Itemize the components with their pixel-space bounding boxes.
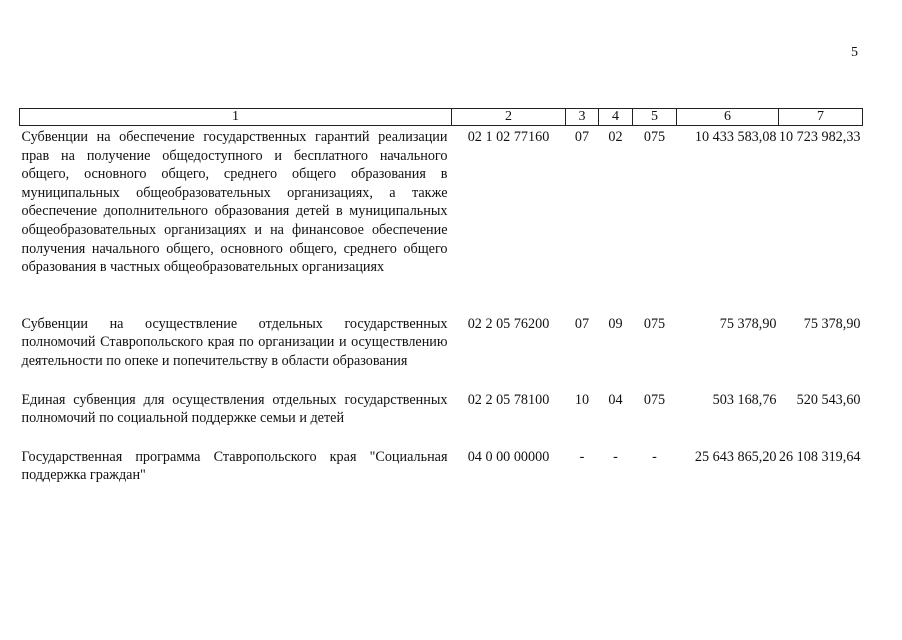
row-amount-2: 520 543,60	[796, 391, 861, 408]
row-section: 07	[574, 315, 590, 332]
row-code: 02 2 05 78100	[467, 391, 550, 408]
row-name: Субвенции на обеспечение государственных гарантий реализации прав на получение общедоступного и бесплатного начального общего, основного общего, среднего общего образования в муниципальных общеобразовательных организациях, а также обеспечение дополнительного образования детей в муниципальных общеобразовательных организациях и на финансовое обеспечение получения начального общего, основного общего, среднего общего образования в частных общеобразовательных организациях	[21, 129, 448, 276]
column-header-2: 2	[452, 109, 566, 126]
row-amount-1: 503 168,76	[712, 391, 777, 408]
row-section: 07	[574, 129, 590, 145]
row-subsection: 02	[608, 129, 623, 145]
row-expense-type: 075	[643, 315, 666, 332]
table-row	[20, 448, 863, 485]
column-header-6: 6	[677, 109, 779, 126]
table-row	[20, 126, 863, 315]
row-amount-1: 10 433 583,08	[694, 129, 777, 145]
row-name: Субвенции на осуществление отдельных государственных полномочий Ставропольского края по организации и осуществлению деятельности по опеке и попечительству в области образования	[21, 315, 448, 369]
row-amount-1: 75 378,90	[719, 315, 777, 332]
column-header-4: 4	[599, 109, 633, 126]
column-header-3: 3	[566, 109, 599, 126]
row-amount-2: 75 378,90	[803, 315, 861, 332]
row-section: -	[579, 448, 585, 465]
budget-table	[19, 108, 863, 485]
row-expense-type: -	[652, 448, 657, 465]
row-expense-type: 075	[643, 129, 666, 145]
table-row	[20, 315, 863, 391]
column-header-5: 5	[633, 109, 677, 126]
row-expense-type: 075	[643, 391, 666, 408]
table-row	[20, 391, 863, 448]
row-name: Единая субвенция для осуществления отдельных государственных полномочий по социальной поддержке семьи и детей	[21, 391, 448, 427]
row-name: Государственная программа Ставропольского края "Социальная поддержка граждан"	[21, 448, 448, 484]
row-section: 10	[574, 391, 590, 408]
row-code: 02 1 02 77160	[467, 129, 550, 145]
row-amount-2: 26 108 319,64	[778, 448, 861, 465]
row-code: 04 0 00 00000	[467, 448, 550, 465]
row-code: 02 2 05 76200	[467, 315, 550, 332]
row-subsection: 09	[608, 315, 623, 332]
table-header-row	[20, 109, 863, 126]
row-amount-2: 10 723 982,33	[778, 129, 861, 145]
column-header-7: 7	[779, 109, 863, 126]
page-number: 5	[851, 45, 858, 60]
column-header-1: 1	[20, 109, 452, 126]
row-subsection: 04	[608, 391, 623, 408]
row-amount-1: 25 643 865,20	[694, 448, 777, 465]
row-subsection: -	[613, 448, 618, 465]
